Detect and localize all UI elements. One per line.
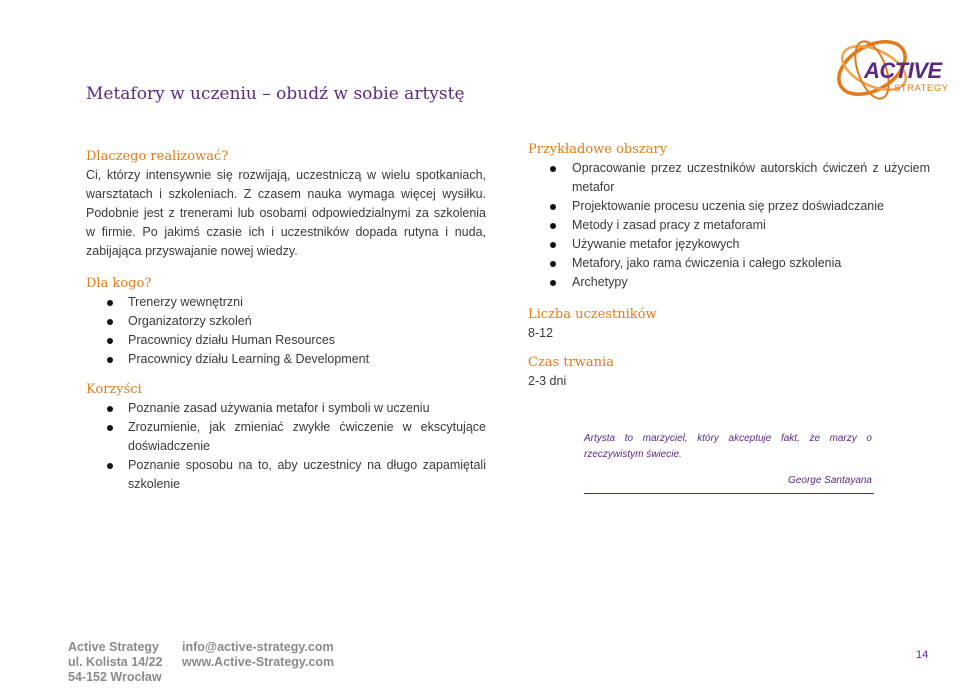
bullet-icon [107, 406, 113, 412]
list-item: Pracownicy działu Human Resources [86, 331, 486, 350]
footer-company: Active Strategy [68, 640, 160, 654]
quote-text: Artysta to marzyciel, który akceptuje fakt, że marzy o rzeczywistym świecie. [584, 433, 872, 460]
bullet-icon [550, 280, 556, 286]
bullet-icon [550, 166, 556, 172]
company-logo [832, 28, 950, 118]
list-item: Poznanie zasad używania metafor i symboli w uczeniu [86, 399, 486, 418]
quote-author: George Santayana [788, 475, 872, 486]
list-item: Metody i zasad pracy z metaforami [529, 216, 930, 235]
quote-underline [584, 493, 874, 494]
left-column [86, 148, 486, 494]
logo-sub: STRATEGY [894, 83, 949, 94]
bullet-icon [107, 338, 113, 344]
list-item: Pracownicy działu Learning & Development [86, 350, 486, 369]
duration-heading: Czas trwania [528, 355, 614, 370]
bullet-icon [107, 463, 113, 469]
bullet-icon [107, 319, 113, 325]
why-paragraph [86, 166, 486, 261]
why-line: warsztatach i szkoleniach. Z czasem nauka wymaga więcej wysiłku. [86, 187, 486, 201]
bullet-icon [550, 204, 556, 210]
list-item: Archetypy [529, 273, 930, 292]
participants-value: 8-12 [528, 326, 554, 340]
bullet-icon [107, 357, 113, 363]
list-item: Zrozumienie, jak zmieniać zwykłe ćwiczenie w ekscytujące doświadczenie [86, 418, 486, 456]
quote-box [584, 431, 872, 494]
right-column [528, 141, 930, 391]
footer-address [68, 640, 162, 685]
benefits-heading: Korzyści [86, 382, 142, 397]
why-line: Ci, którzy intensywnie się rozwijają, uczestniczą w wielu spotkaniach, [86, 168, 486, 182]
for-whom-heading: Dla kogo? [86, 276, 152, 291]
benefits-list [86, 399, 486, 494]
areas-list [529, 159, 930, 292]
list-item: Trenerzy wewnętrzni [86, 293, 486, 312]
for-whom-list [86, 293, 486, 369]
list-item: Organizatorzy szkoleń [86, 312, 486, 331]
why-line: w firmie. Po jakimś czasie ich i uczestników dopada rutyna i nuda, [86, 225, 486, 239]
page-number: 14 [916, 649, 929, 661]
list-item: Metafory, jako rama ćwiczenia i całego szkolenia [529, 254, 930, 273]
list-item: Poznanie sposobu na to, aby uczestnicy na długo zapamiętali szkolenie [86, 456, 486, 494]
duration-value: 2-3 dni [528, 374, 567, 388]
participants-heading: Liczba uczestników [528, 307, 657, 322]
bullet-icon [550, 242, 556, 248]
bullet-icon [550, 261, 556, 267]
areas-heading: Przykładowe obszary [528, 142, 668, 157]
footer-contact [182, 640, 334, 670]
list-item: Projektowanie procesu uczenia się przez doświadczanie [529, 197, 930, 216]
footer-web[interactable]: www.Active-Strategy.com [182, 655, 335, 669]
bullet-icon [550, 223, 556, 229]
bullet-icon [107, 300, 113, 306]
page-title: Metafory w uczeniu – obudź w sobie artystę [86, 84, 465, 104]
bullet-icon [107, 425, 113, 431]
why-heading: Dlaczego realizować? [86, 149, 229, 164]
logo-word: ACTIVE [864, 58, 942, 83]
list-item: Opracowanie przez uczestników autorskich ćwiczeń z użyciem metafor [529, 159, 930, 197]
why-line: zabijająca przyswajanie nowej wiedzy. [86, 244, 298, 258]
footer-email[interactable]: info@active-strategy.com [182, 640, 334, 654]
list-item: Używanie metafor językowych [529, 235, 930, 254]
footer-street: ul. Kolista 14/22 [68, 655, 163, 669]
why-line: Podobnie jest z trenerami lub osobami odpowiedzialnymi za szkolenia [86, 206, 486, 220]
footer-city: 54-152 Wrocław [68, 670, 162, 684]
